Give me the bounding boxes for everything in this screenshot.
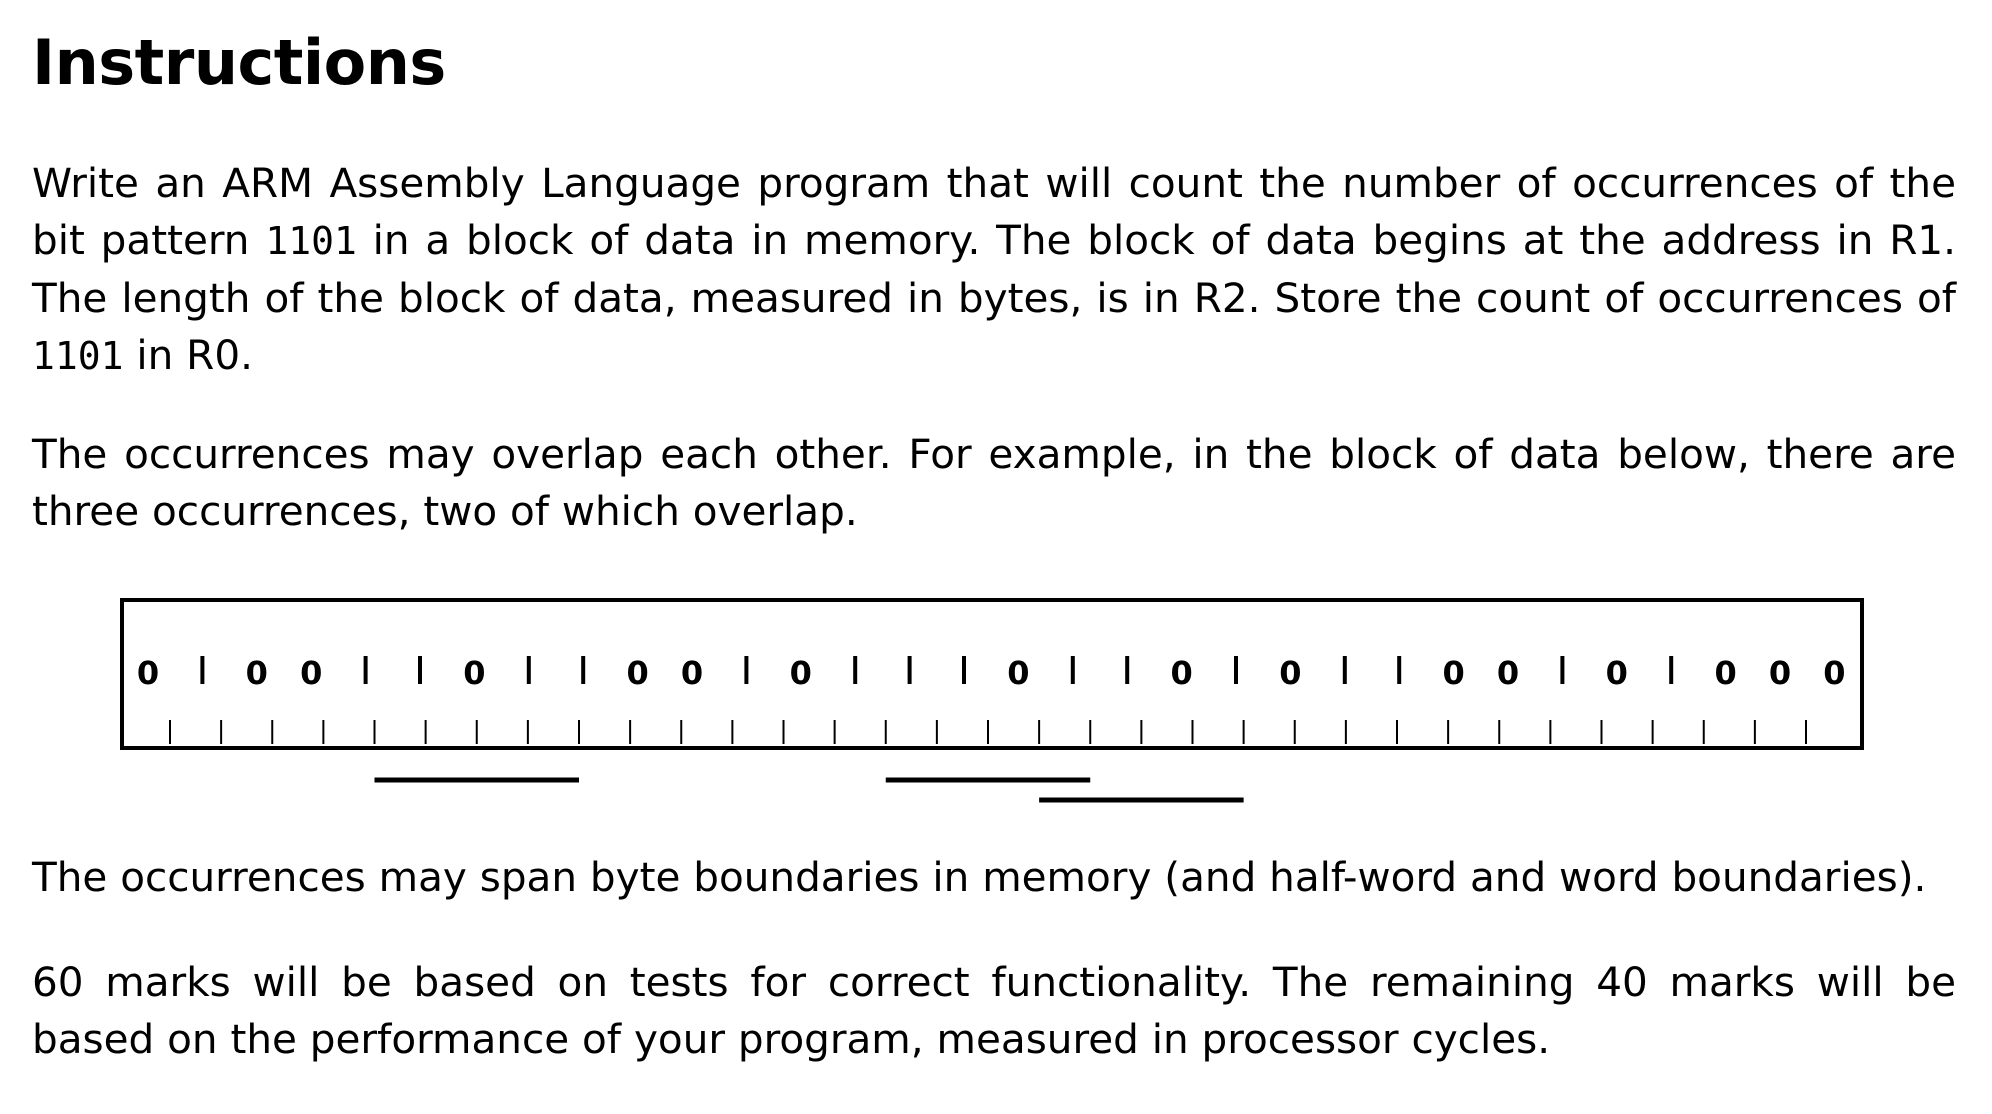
bit-value: 0 bbox=[1496, 654, 1520, 692]
bit-value: 1 bbox=[1344, 683, 1346, 685]
bit-value: 0 bbox=[1714, 654, 1737, 692]
bit-value: 0 bbox=[1823, 654, 1846, 692]
bit-value: 1 bbox=[963, 683, 965, 685]
bit-value: 0 bbox=[1768, 654, 1792, 692]
bit-value: 1 bbox=[1235, 683, 1237, 685]
bit-value: 0 bbox=[1442, 654, 1465, 692]
bit-value: 1 bbox=[745, 683, 748, 685]
bit-value: 1 bbox=[1398, 683, 1400, 685]
bit-value: 0 bbox=[626, 654, 649, 692]
bit-value: 1 bbox=[854, 683, 856, 685]
boundaries-paragraph: The occurrences may span byte boundaries in memory (and half-word and word boundaries). bbox=[32, 853, 1927, 901]
marks-paragraph: 60 marks will be based on tests for correct functionality. The remaining 40 marks will be based on the performance of your program, measured in processor cycles. bbox=[32, 958, 1956, 1063]
bit-value: 1 bbox=[1126, 683, 1128, 685]
bit-value: 0 bbox=[789, 654, 812, 692]
para1-text-3: in R0. bbox=[123, 331, 253, 379]
bit-value: 1 bbox=[364, 683, 367, 685]
bit-value: 1 bbox=[1561, 683, 1564, 685]
bit-value: 1 bbox=[582, 683, 584, 685]
bit-value: 0 bbox=[680, 654, 704, 692]
bit-value: 0 bbox=[1170, 654, 1193, 692]
bit-value: 0 bbox=[463, 654, 486, 692]
bit-value: 0 bbox=[245, 654, 268, 692]
para1-text-1: Write an ARM Assembly Language program that will count the number of occurrences of the bit pattern bbox=[32, 159, 1956, 264]
bit-value: 1 bbox=[908, 683, 911, 685]
bit-value: 1 bbox=[201, 683, 204, 685]
bit-value: 0 bbox=[1279, 654, 1302, 692]
bit-value: 0 bbox=[136, 654, 160, 692]
bit-value: 0 bbox=[300, 654, 323, 692]
bit-value: 1 bbox=[419, 683, 421, 685]
overlap-paragraph: The occurrences may overlap each other. For example, in the block of data below, there are three occurrences, two of which overlap. bbox=[32, 430, 1956, 535]
bit-value: 1 bbox=[1072, 683, 1074, 685]
bit-pattern-code: 1101 bbox=[32, 334, 124, 378]
bit-value: 0 bbox=[1007, 654, 1030, 692]
bit-value: 0 bbox=[1605, 654, 1628, 692]
bit-pattern-code: 1101 bbox=[265, 219, 357, 263]
bit-value: 1 bbox=[1670, 683, 1672, 685]
bit-value: 1 bbox=[528, 683, 530, 685]
page-title: Instructions bbox=[32, 26, 446, 99]
para1-text-2: in a block of data in memory. The block of data begins at the address in R1. The length of the block of data, measured in bytes, is in R2. Store the count of occurrences of bbox=[32, 216, 1956, 322]
